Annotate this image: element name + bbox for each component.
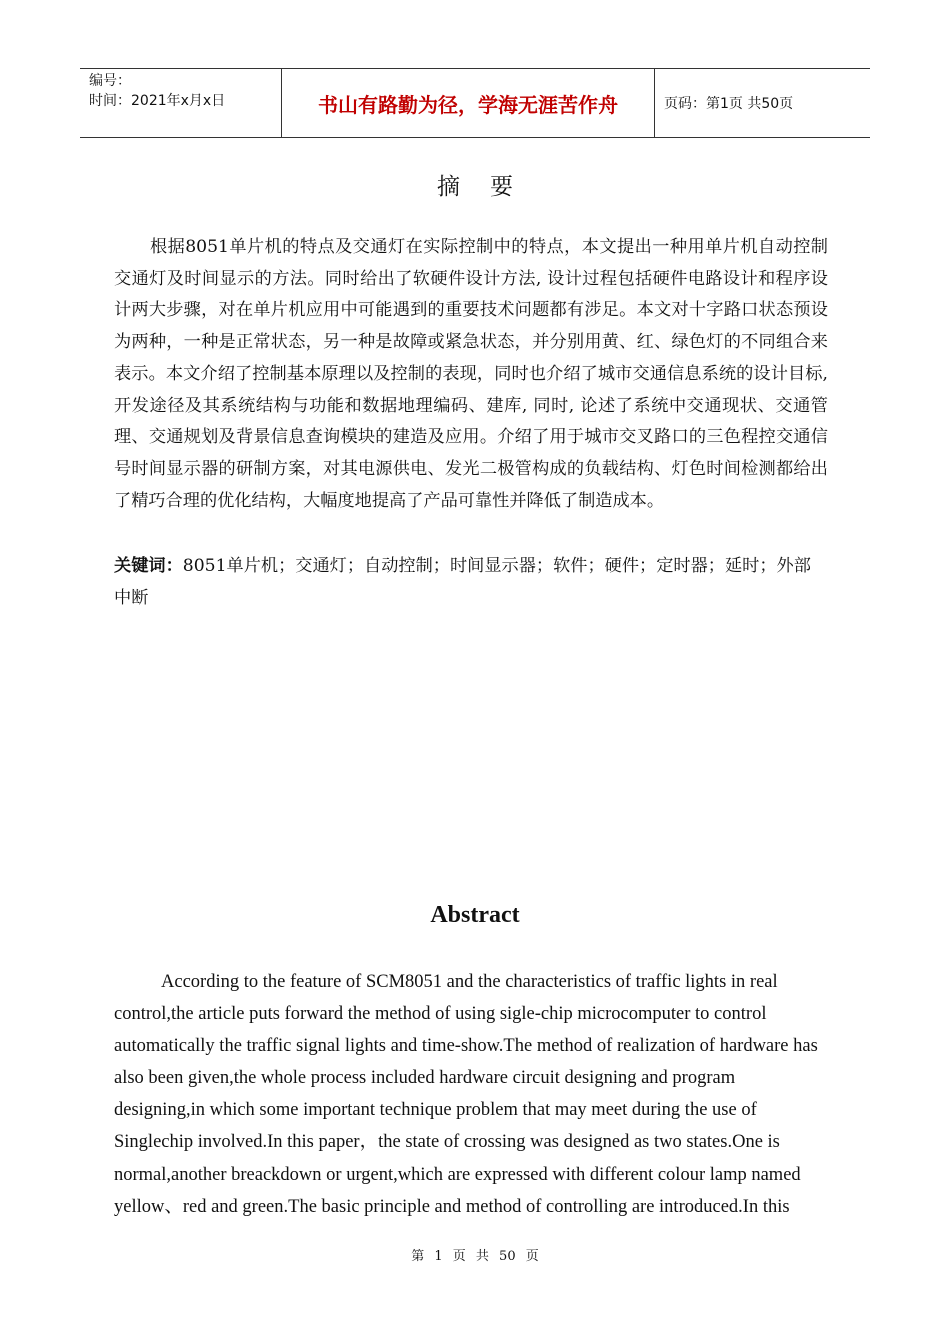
document-time-label: 时间：2021年x月x日 <box>89 93 226 109</box>
chinese-keywords <box>114 551 828 614</box>
chinese-abstract-body: 根据8051单片机的特点及交通灯在实际控制中的特点，本文提出一种用单片机自动控制交通灯及时间显示的方法。同时给出了软硬件设计方法, 设计过程包括硬件电路设计和程序设计两大步骤，对在单片机应用中可能遇到的重要技术问题都有涉足。本文对十字路口状态预设为两种，一种是正常状态，另一种是故障或紧急状态，并分别用黄、红、绿色灯的不同组合来表示。本文介绍了控制基本原理以及控制的表现，同时也介绍了城市交通信息系统的设计目标, 开发途径及其系统结构与功能和数据地理编码、建库, 同时, 论述了系统中交通现状、交通管理、交通规划及背景信息查询模块的建造及应用。介绍了用于城市交叉路口的三色程控交通信号时间显示器的研制方案，对其电源供电、发光二极管构成的负载结构、灯色时间检测都给出了精巧合理的优化结构，大幅度地提高了产品可靠性并降低了制造成本。 <box>114 237 828 511</box>
english-abstract-title: Abstract <box>430 902 520 928</box>
english-abstract-body: According to the feature of SCM8051 and the characteristics of traffic lights in real control,the article puts forward the method of using sigle-chip microcomputer to control automatically the traffic signal lights and time-show.The method of realization of hardware has also been given,the whole process included hardware circuit designing and program designing,in which some important technique problem that may meet during the use of Singlechip involved.In this paper，the state of crossing was designed as two states.One is normal,another breackdown or urgent,which are expressed with different colour lamp named yellow、red and green.The basic principle and method of controlling are introduced.In this <box>114 972 818 1217</box>
keywords-label: 关键词： <box>114 556 183 576</box>
header-page-info: 页码：第1页 共50页 <box>664 96 794 112</box>
document-number-label: 编号： <box>89 73 131 89</box>
page-header-table <box>80 68 870 138</box>
keywords-list: 8051单片机；交通灯；自动控制；时间显示器；软件；硬件；定时器；延时；外部中断 <box>114 556 811 608</box>
header-motto: 书山有路勤为径，学海无涯苦作舟 <box>281 69 655 137</box>
header-meta-cell <box>80 69 281 137</box>
chinese-abstract-title: 摘要 <box>437 174 543 200</box>
page-footer: 第 1 页 共 50 页 <box>411 1249 539 1264</box>
